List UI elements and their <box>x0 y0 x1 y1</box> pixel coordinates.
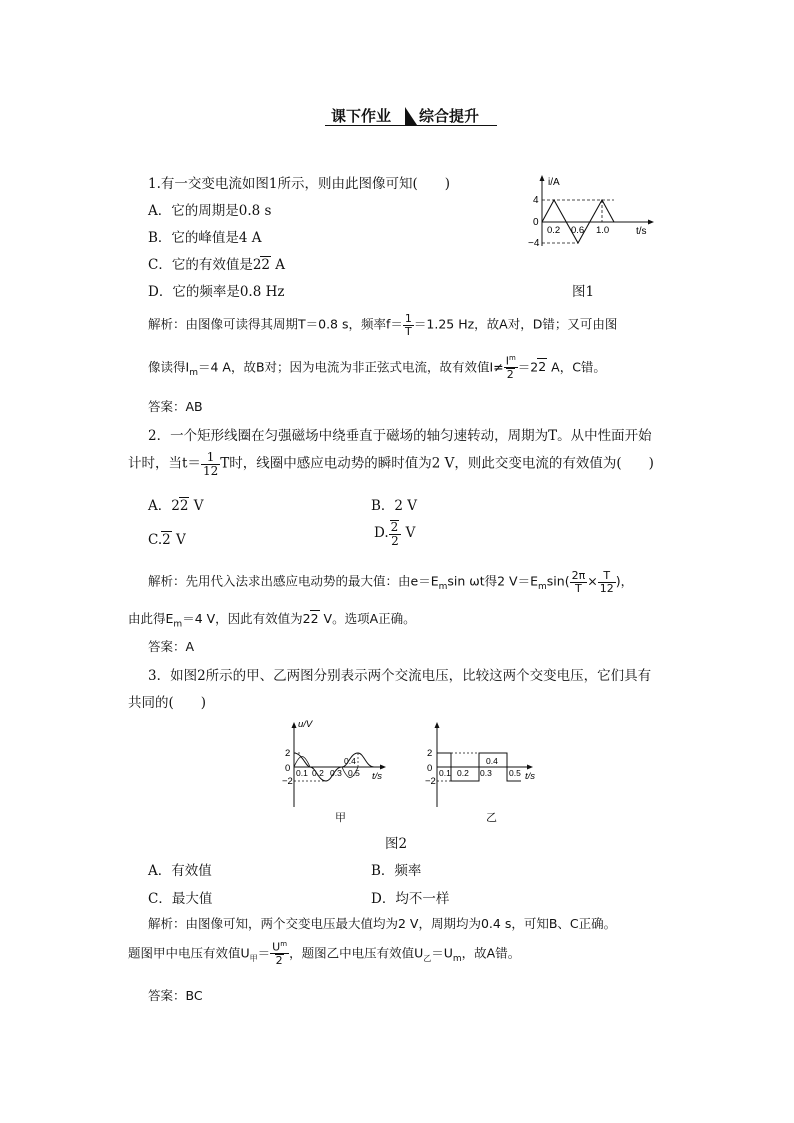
figure-1-x-tick: 0.2 <box>547 225 561 236</box>
figure-1-y-tick: 0 <box>533 217 539 228</box>
figure-2-right-graph <box>425 717 543 812</box>
figure-2-right-x-label: t/s <box>525 771 536 782</box>
figure-2-right-y-tick: 0 <box>427 763 433 774</box>
q3-solution-line1: 解析：由图像可知，两个交变电压最大值均为2 V，周期均为0.4 s，可知B、C正确。 <box>148 916 617 931</box>
section-header <box>325 105 497 127</box>
q1-option-d: D．它的频率是0.8 Hz <box>148 284 285 300</box>
q2-solution-line1: 解析：先用代入法求出感应电动势的最大值：由$e=E_m\sin$ ωt得2 $V=E_m\sin$( $\frac{2\pi}{T}$ × $\frac{T}{12}$ )， <box>148 569 634 595</box>
figure-2-left-tick: 0.2 <box>312 768 324 778</box>
q2-option-b: B．2 V <box>371 498 418 514</box>
q1-stem: 1.有一交变电流如图1所示，则由此图像可知( ) <box>148 176 451 192</box>
figure-1-graph <box>528 172 663 252</box>
q3-solution-line2: 题图甲中电压有效值$U_甲=$ $\frac{U^m}{2}$ ，题图乙中电压有效值$U_乙=U_m$，故A错。 <box>128 940 521 968</box>
figure-2-right-y-tick: 2 <box>427 748 433 759</box>
figure-2-right-y-tick: −2 <box>425 776 436 787</box>
q1-answer: 答案：AB <box>148 399 203 414</box>
figure-2-caption: 图2 <box>385 836 408 852</box>
figure-1-x-tick: 0.6 <box>571 225 585 236</box>
q2-option-a: A．22 V <box>148 498 204 514</box>
figure-1-y-label: i/A <box>548 177 560 188</box>
figure-1-y-tick: 4 <box>533 195 539 206</box>
figure-1-caption: 图1 <box>572 284 595 300</box>
figure-2-right-tick: 0.4 <box>486 756 498 766</box>
header-left: 课下作业 <box>331 107 392 125</box>
figure-2-left-tick: 0.4 <box>344 756 356 766</box>
header-underline <box>325 125 497 126</box>
q3-option-c: C．最大值 <box>148 891 213 907</box>
q1-option-a: A．它的周期是0.8 s <box>148 203 272 219</box>
q2-solution-line2: 由此得$E_m=4$ V，因此有效值为22 V。选项A正确。 <box>128 611 416 630</box>
q2-answer: 答案：A <box>148 639 195 654</box>
figure-2-y-tick: −2 <box>282 776 293 787</box>
q3-line2: 共同的( ) <box>128 695 207 711</box>
figure-2-left-tick: 0.3 <box>330 768 342 778</box>
figure-2-right-tick: 0.1 <box>439 768 451 778</box>
q3-option-b: B．频率 <box>371 863 422 879</box>
figure-2-x-label: t/s <box>372 771 383 782</box>
q2-option-d: D. $\frac{2}{2}$ V <box>374 520 416 548</box>
figure-2-y-tick: 2 <box>285 748 291 759</box>
figure-1-x-tick: 1.0 <box>596 225 610 236</box>
figure-2-right-label: 乙 <box>486 811 497 824</box>
q3-line1: 3．如图2所示的甲、乙两图分别表示两个交流电压，比较这两个交变电压，它们具有 <box>148 668 652 684</box>
figure-2-right-tick: 0.3 <box>480 768 492 778</box>
q2-option-c: C.2 V <box>148 532 186 548</box>
figure-1-y-tick: −4 <box>528 238 540 249</box>
q3-answer: 答案：BC <box>148 988 203 1003</box>
q2-line2: 计时，当t＝ $\frac{1}{12}$ T时，线圈中感应电动势的瞬时值为2 V，则此交变电流的有效值为( ) <box>128 450 654 478</box>
figure-2-y-label: u/V <box>298 719 313 730</box>
figure-2-left-label: 甲 <box>335 811 346 824</box>
figure-2-left-graph <box>282 717 394 812</box>
figure-2-right-tick: 0.5 <box>509 768 521 778</box>
header-right: 综合提升 <box>419 107 480 125</box>
figure-2-right-tick: 0.2 <box>457 768 469 778</box>
q2-line1: 2．一个矩形线圈在匀强磁场中绕垂直于磁场的轴匀速转动，周期为T。从中性面开始 <box>148 428 652 444</box>
q1-option-c: C．它的有效值是22 A <box>148 257 286 273</box>
q1-solution-line2: 像读得$I_m=4$ A，故B对；因为电流为非正弦式电流，故有效值I≠ $\frac{I^m}{2}$ ＝22 A，C错。 <box>148 354 606 382</box>
q1-option-b: B．它的峰值是4 A <box>148 230 262 246</box>
header-arrow-icon <box>405 107 417 125</box>
q3-option-d: D．均不一样 <box>371 891 450 907</box>
figure-2-left-tick: 0.1 <box>296 768 308 778</box>
figure-2-left-tick: 0.5 <box>348 768 360 778</box>
figure-2-y-tick: 0 <box>285 763 291 774</box>
q3-option-a: A．有效值 <box>148 863 212 879</box>
figure-1-x-label: t/s <box>636 226 647 237</box>
q1-solution-line1: 解析：由图像可读得其周期T＝0.8 s，频率f＝ $\frac{1}{T}$ ＝1.25 Hz，故A对，D错；又可由图 <box>148 312 618 338</box>
